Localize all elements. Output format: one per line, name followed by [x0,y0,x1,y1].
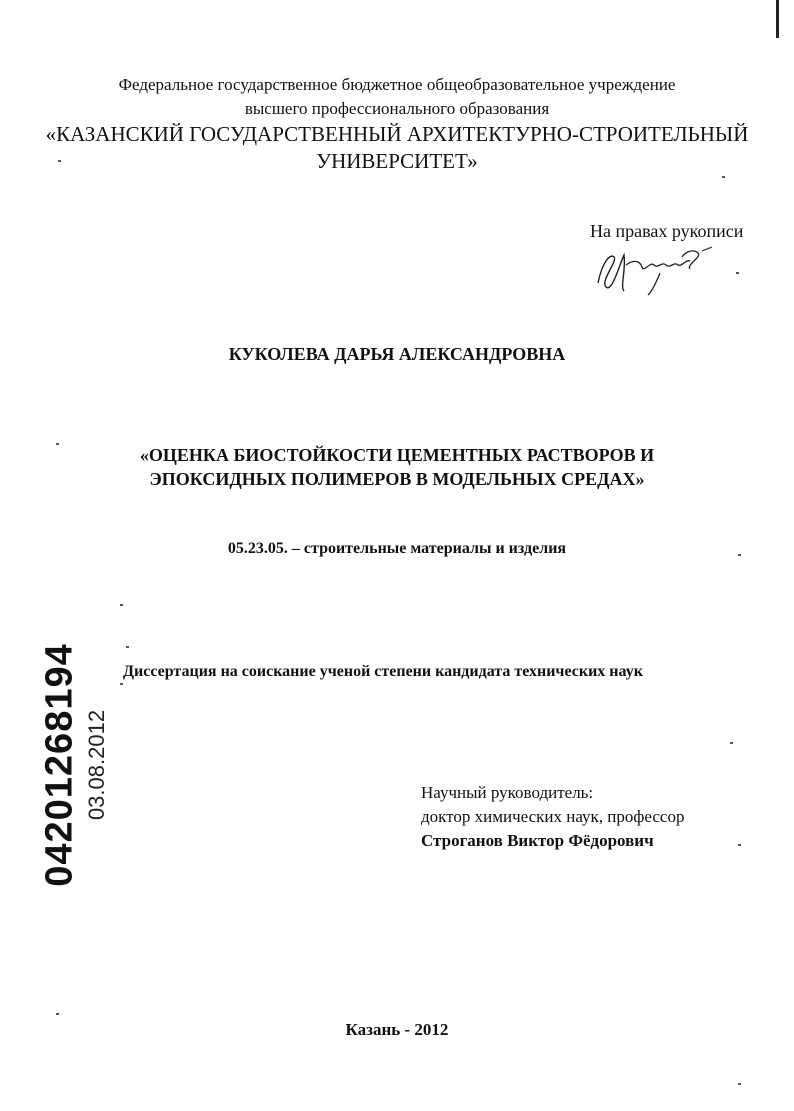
stamp-date: 03.08.2012 [84,709,109,821]
thesis-statement: Диссертация на соискание ученой степени кандидата технических наук [123,663,643,680]
place-and-year: Казань - 2012 [345,1020,449,1039]
scan-speck [736,272,739,274]
scan-speck [58,160,61,162]
scan-speck [120,683,123,685]
supervisor-label: Научный руководитель: [421,783,594,802]
library-stamp [15,640,109,890]
manuscript-note: На правах рукописи [590,221,744,241]
supervisor-degree: доктор химических наук, профессор [421,807,685,826]
scan-speck [120,604,123,606]
scan-speck [738,1083,741,1085]
supervisor-block [421,781,684,853]
specialty-code: 05.23.05. – строительные материалы и изделия [227,540,567,557]
scan-speck [56,1013,59,1015]
org-line-2: высшего профессионального образования [244,99,550,118]
dissertation-title-line-1: «ОЦЕНКА БИОСТОЙКОСТИ ЦЕМЕНТНЫХ РАСТВОРОВ И [139,445,655,465]
scan-speck [722,176,725,178]
university-name-line-1: «КАЗАНСКИЙ ГОСУДАРСТВЕННЫЙ АРХИТЕКТУРНО-СТРОИТЕЛЬНЫЙ [45,122,749,146]
scan-edge-mark [776,0,779,38]
author-name: КУКОЛЕВА ДАРЬЯ АЛЕКСАНДРОВНА [228,344,566,364]
signature-image [590,243,720,298]
supervisor-name: Строганов Виктор Фёдорович [421,831,654,850]
scan-speck [738,554,741,556]
university-name-line-2: УНИВЕРСИТЕТ» [316,149,478,173]
scan-speck [730,742,733,744]
scan-speck [738,844,741,846]
scan-speck [126,646,129,648]
dissertation-title-line-2: ЭПОКСИДНЫХ ПОЛИМЕРОВ В МОДЕЛЬНЫХ СРЕДАХ» [149,469,645,489]
org-line-1: Федеральное государственное бюджетное общеобразовательное учреждение [118,75,676,94]
scan-speck [56,443,59,445]
stamp-number: 04201268194 [38,643,81,887]
